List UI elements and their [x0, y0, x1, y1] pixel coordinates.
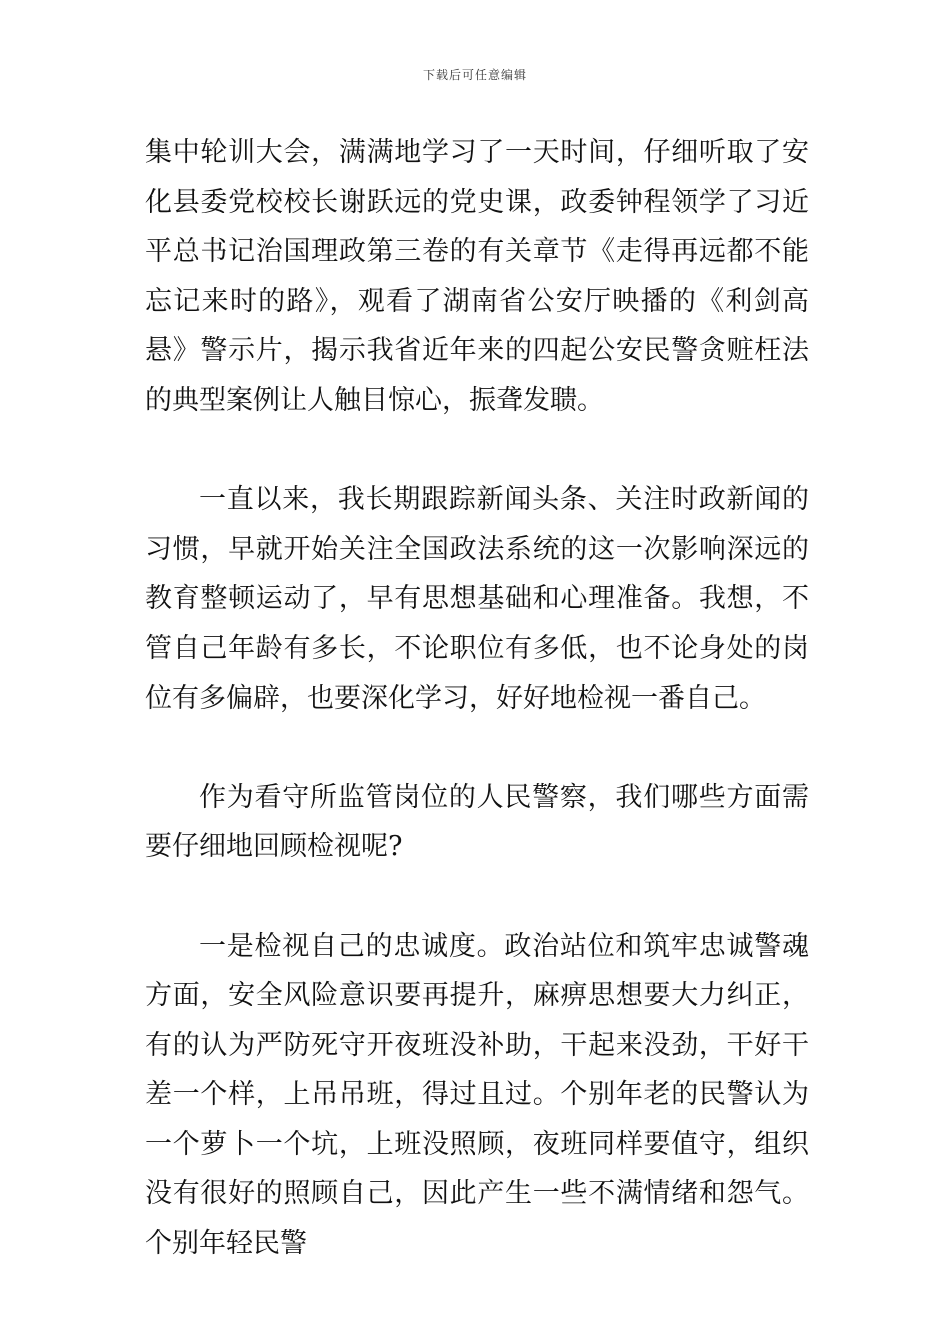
paragraph-2: 一直以来，我长期跟踪新闻头条、关注时政新闻的习惯，早就开始关注全国政法系统的这一次影响深远的教育整顿运动了，早有思想基础和心理准备。我想，不管自己年龄有多长，不论职位有多低，也不论身处的岗位有多偏辟，也要深化学习，好好地检视一番自己。: [145, 484, 809, 714]
paragraph-1: 集中轮训大会，满满地学习了一天时间，仔细听取了安化县委党校校长谢跃远的党史课，政委钟程领学了习近平总书记治国理政第三卷的有关章节《走得再远都不能忘记来时的路》，观看了湖南省公安厅映播的《利剑高悬》警示片，揭示我省近年来的四起公安民警贪赃枉法的典型案例让人触目惊心，振聋发聩。: [145, 137, 809, 416]
header-note: 下载后可任意编辑: [422, 68, 527, 82]
paragraph-gap: [145, 426, 809, 476]
paragraph-4: 一是检视自己的忠诚度。政治站位和筑牢忠诚警魂方面，安全风险意识要再提升，麻痹思想要大力纠正，有的认为严防死守开夜班没补助，干起来没劲，干好干差一个样，上吊吊班，得过且过。个别年老的民警认为一个萝卜一个坑，上班没照顾，夜班同样要值守，组织没有很好的照顾自己，因此产生一些不满情绪和怨气。个别年轻民警: [145, 930, 809, 1260]
paragraph-gap: [145, 872, 809, 922]
paragraph-gap: [145, 723, 809, 773]
document-body: [145, 128, 809, 1269]
paragraph-3: 作为看守所监管岗位的人民警察，我们哪些方面需要仔细地回顾检视呢?: [145, 781, 809, 863]
